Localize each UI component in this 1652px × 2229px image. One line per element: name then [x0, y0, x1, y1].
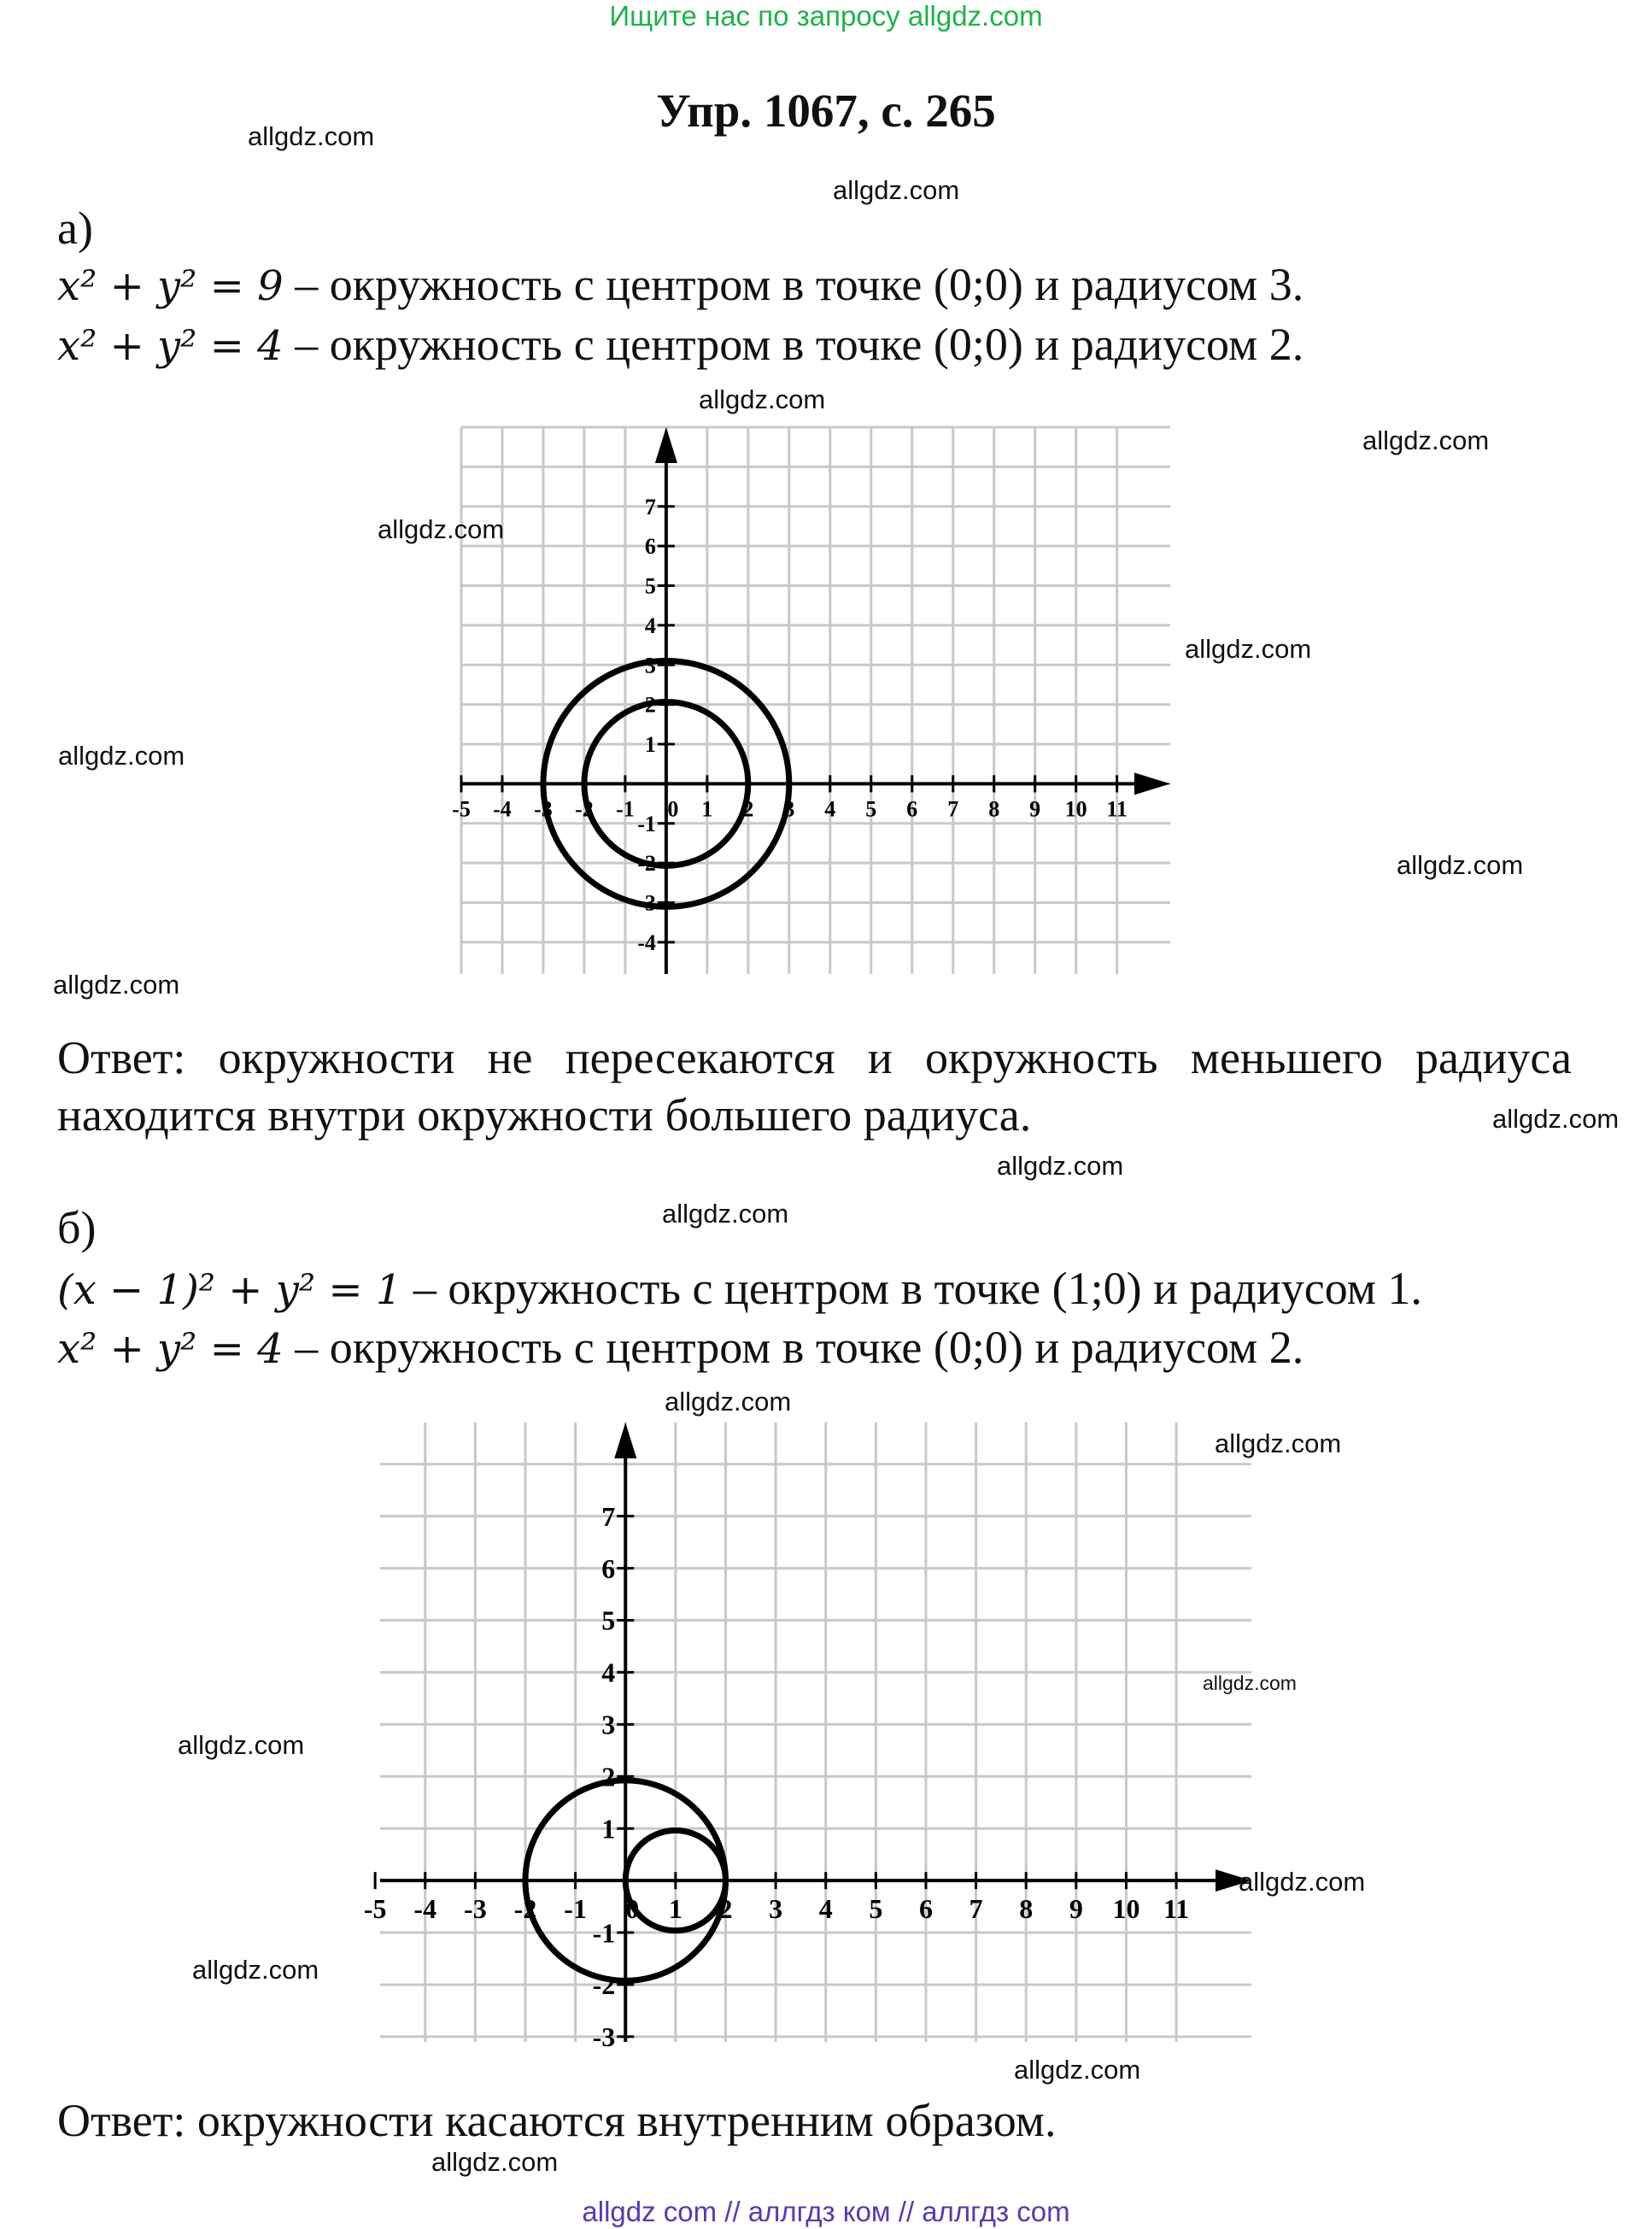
watermark: allgdz.com [58, 741, 185, 771]
x-tick-label: 5 [865, 796, 877, 822]
graph-b [363, 1422, 1251, 2053]
x-tick-label: 11 [1106, 796, 1128, 822]
y-tick-label: 3 [601, 1709, 616, 1740]
watermark: allgdz.com [662, 1199, 789, 1229]
x-tick-label: 6 [918, 1893, 933, 1925]
x-tick-label: 7 [947, 796, 959, 822]
equation-math: x² + y² = 4 [57, 322, 284, 370]
equation-math: x² + y² = 9 [57, 262, 284, 310]
x-tick-label: 2 [742, 796, 754, 822]
part-a-answer: Ответ: окружности не пересекаются и окружность меньшего радиуса находится внутри окружности большего радиуса. [57, 1032, 1572, 1141]
x-tick-label: -4 [493, 796, 512, 822]
bottom-links[interactable]: allgdz com // аллгдз ком // аллгдз com [582, 2196, 1070, 2227]
y-tick-label: 2 [601, 1761, 616, 1792]
watermark: allgdz.com [833, 175, 960, 205]
x-tick-label: 9 [1029, 796, 1041, 822]
x-tick-label: 8 [1019, 1893, 1034, 1925]
part-a-equation-1 [57, 259, 1303, 312]
watermark: allgdz.com [665, 1387, 792, 1417]
x-tick-label: 8 [988, 796, 1000, 822]
equation-text: – окружность с центром в точке (0;0) и радиусом 2. [283, 1322, 1304, 1373]
watermark: allgdz.com [192, 1955, 319, 1985]
part-a-label: а) [57, 202, 93, 254]
watermark: allgdz.com [178, 1730, 305, 1760]
x-tick-label: 2 [718, 1893, 733, 1925]
x-axis-arrow [1134, 772, 1170, 795]
y-tick-label: 4 [644, 613, 656, 638]
watermark: allgdz.com [1014, 2055, 1141, 2085]
watermark: allgdz.com [1239, 1867, 1366, 1897]
watermark: allgdz.com [1203, 1672, 1297, 1694]
y-tick-label: -1 [592, 1917, 616, 1949]
part-a-equation-2 [57, 319, 1303, 372]
watermark: allgdz.com [1362, 425, 1490, 455]
part-b-equation-2 [57, 1322, 1303, 1375]
part-b-equation-1 [57, 1263, 1422, 1316]
x-tick-label: 4 [818, 1893, 833, 1925]
watermark: allgdz.com [1397, 850, 1524, 880]
y-tick-label: 2 [644, 692, 656, 718]
y-tick-label: 3 [644, 653, 656, 678]
x-tick-label: 10 [1064, 796, 1087, 822]
x-tick-label: -3 [534, 796, 553, 822]
equation-math: x² + y² = 4 [57, 1325, 284, 1373]
y-tick-label: 4 [601, 1657, 616, 1688]
y-tick-label: -2 [637, 851, 656, 877]
part-b-answer: Ответ: окружности касаются внутренним образом. [57, 2095, 1057, 2146]
watermark: allgdz.com [1185, 634, 1312, 664]
x-tick-label: -5 [363, 1893, 387, 1925]
watermark: allgdz.com [248, 121, 375, 151]
x-tick-label: 1 [701, 796, 713, 822]
equation-text: – окружность с центром в точке (1;0) и радиусом 1. [401, 1263, 1422, 1314]
y-tick-label: 1 [601, 1813, 616, 1845]
page-title: Упр. 1067, с. 265 [656, 85, 996, 137]
y-tick-label: 1 [644, 732, 656, 758]
x-tick-label: -3 [464, 1893, 487, 1925]
watermark: allgdz.com [1492, 1104, 1620, 1134]
x-tick-label: 0 [625, 1893, 640, 1925]
y-axis-arrow [614, 1422, 636, 1458]
y-tick-label: -1 [637, 811, 656, 836]
equation-text: – окружность с центром в точке (0;0) и радиусом 2. [283, 319, 1304, 370]
y-tick-label: -4 [637, 930, 656, 955]
x-tick-label: -4 [413, 1893, 437, 1925]
y-tick-label: 5 [601, 1604, 616, 1636]
y-tick-label: 7 [601, 1500, 616, 1532]
x-tick-label: 6 [906, 796, 918, 822]
part-b-label: б) [57, 1202, 97, 1253]
watermark: allgdz.com [378, 514, 505, 544]
search-banner[interactable]: Ищите нас по запросу allgdz.com [609, 0, 1043, 32]
watermark: allgdz.com [431, 2147, 559, 2177]
y-tick-label: 6 [644, 534, 656, 560]
y-tick-label: 5 [644, 573, 656, 599]
x-tick-label: 1 [668, 1893, 682, 1925]
x-tick-label: 5 [869, 1893, 883, 1925]
y-tick-label: -3 [637, 890, 656, 916]
x-tick-label: -2 [575, 796, 594, 822]
x-tick-label: 7 [969, 1893, 983, 1925]
x-tick-label: 3 [783, 796, 795, 822]
x-tick-label: 10 [1112, 1893, 1140, 1925]
watermark: allgdz.com [997, 1151, 1124, 1181]
watermark: allgdz.com [1215, 1428, 1342, 1458]
watermark: allgdz.com [699, 384, 826, 414]
equation-text: – окружность с центром в точке (0;0) и радиусом 3. [283, 259, 1304, 310]
x-tick-label: 9 [1069, 1893, 1083, 1925]
x-tick-label: 3 [769, 1893, 783, 1925]
x-tick-label: -1 [616, 796, 635, 822]
y-tick-label: 6 [601, 1552, 616, 1584]
y-axis-arrow [655, 427, 677, 463]
x-tick-label: -2 [513, 1893, 537, 1925]
x-tick-label: 0 [667, 796, 679, 822]
x-tick-label: -5 [452, 796, 471, 822]
equation-math: (x − 1)² + y² = 1 [57, 1266, 402, 1314]
graph-a [452, 427, 1170, 974]
y-tick-label: -3 [592, 2021, 616, 2053]
watermark: allgdz.com [53, 970, 180, 1000]
x-tick-label: 11 [1163, 1893, 1190, 1925]
y-tick-label: 7 [644, 494, 656, 519]
x-tick-label: 4 [824, 796, 836, 822]
x-tick-label: -1 [564, 1893, 587, 1925]
y-tick-label: -2 [592, 1969, 616, 2001]
